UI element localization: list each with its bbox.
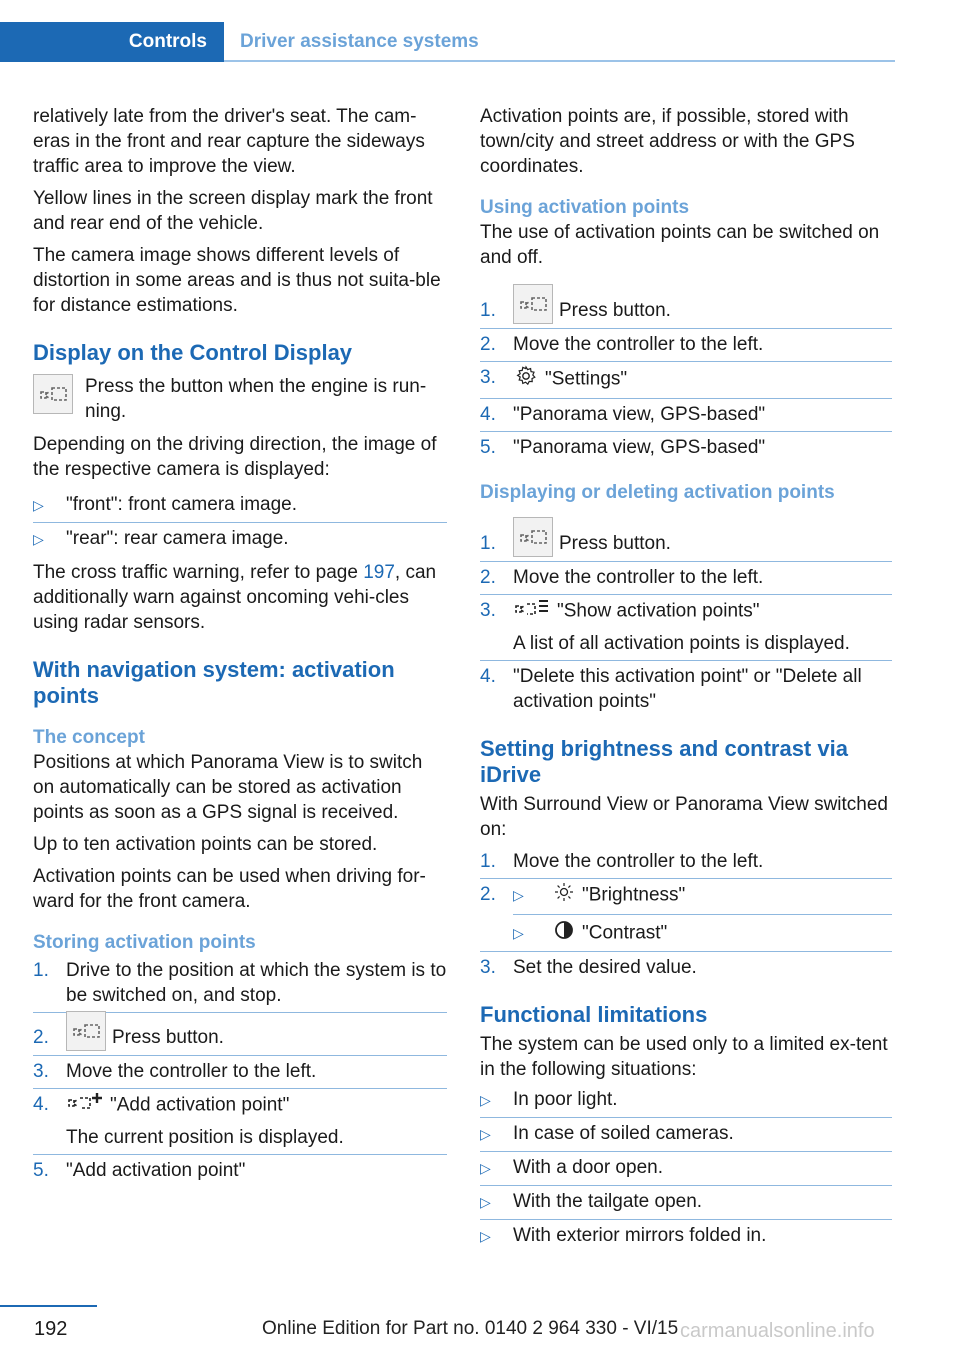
list-item: 4. "Add activation point" The current position is displayed.: [33, 1089, 447, 1155]
using-steps: [480, 284, 892, 464]
sub-item-contrast: ▷ "Contrast": [513, 915, 892, 947]
paragraph: The system can be used only to a limited ex‐tent in the following situations:: [480, 1034, 888, 1080]
gear-icon: [515, 365, 537, 394]
list-item: 5. "Add activation point": [33, 1160, 246, 1181]
sub-item-brightness: ▷ "Brightness": [513, 882, 892, 915]
sun-icon: [554, 882, 574, 909]
watermark: carmanualsonline.info: [680, 1320, 875, 1342]
brightness-steps: [480, 846, 892, 984]
list-item: 5. "Panorama view, GPS-based": [480, 437, 766, 458]
list-item: ▷ With the tailgate open.: [480, 1186, 892, 1220]
triangle-bullet-icon: ▷: [480, 1194, 491, 1210]
limitations-list: [480, 1084, 892, 1253]
paragraph-cross-traffic: The cross traffic warning, refer to page 197, can additionally warn against oncoming vehi‐cles using radar sensors.: [33, 562, 437, 633]
section-title[interactable]: Driver assistance systems: [240, 31, 479, 52]
triangle-bullet-icon: ▷: [33, 531, 44, 547]
list-item: 2. Move the controller to the left.: [480, 562, 892, 595]
displaying-steps: [480, 519, 892, 718]
camera-button-icon: [513, 517, 553, 557]
paragraph: With Surround View or Panorama View switched on:: [480, 794, 888, 840]
footer-rule: [0, 1305, 97, 1307]
paragraph: relatively late from the driver's seat. The cam‐eras in the front and rear capture the sideways traffic area to improve the view.: [33, 106, 425, 177]
list-item: 3. "Show activation points" A list of all activation points is displayed.: [480, 595, 892, 661]
paragraph: Activation points can be used when driving for‐ward for the front camera.: [33, 866, 426, 912]
camera-button-icon: [33, 374, 73, 414]
right-column: [480, 104, 892, 1253]
triangle-bullet-icon: ▷: [480, 1126, 491, 1142]
camera-button-icon: [513, 284, 553, 324]
triangle-bullet-icon: ▷: [480, 1160, 491, 1176]
chapter-tab[interactable]: Controls: [0, 22, 224, 62]
page-number: 192: [34, 1318, 68, 1340]
list-item: 4. "Delete this activation point" or "Delete all activation points": [480, 666, 862, 712]
edition-text: Online Edition for Part no. 0140 2 964 330 - VI/15: [262, 1318, 679, 1339]
paragraph: Positions at which Panorama View is to switch on automatically can be stored as activation points as soon as a GPS signal is received.: [33, 752, 423, 823]
triangle-bullet-icon: ▷: [513, 925, 524, 941]
paragraph: The use of activation points can be switched on and off.: [480, 222, 880, 268]
heading-limitations: Functional limitations: [480, 1002, 708, 1027]
list-item: 2. Move the controller to the left.: [480, 329, 892, 362]
left-column: [33, 104, 447, 1187]
storing-steps: [33, 955, 447, 1187]
list-item: ▷ "front": front camera image.: [33, 489, 447, 523]
header-rule: [224, 60, 895, 62]
list-item: 3. Set the desired value.: [480, 957, 697, 978]
heading-brightness: Setting brightness and contrast via iDrive: [480, 736, 848, 787]
heading-using: Using activation points: [480, 197, 690, 218]
list-item: ▷ In poor light.: [480, 1084, 892, 1118]
paragraph: Up to ten activation points can be stored.: [33, 834, 378, 855]
activation-points-list-icon: [515, 598, 549, 625]
list-item: ▷ With a door open.: [480, 1152, 892, 1186]
contrast-icon: [554, 920, 574, 947]
heading-storing: Storing activation points: [33, 932, 256, 953]
heading-concept: The concept: [33, 727, 145, 748]
camera-list: [33, 489, 447, 556]
display-instruction: [33, 374, 447, 424]
list-item: 3. Move the controller to the left.: [33, 1056, 447, 1089]
paragraph: Activation points are, if possible, stored with town/city and street address or with the GPS coordinates.: [480, 106, 855, 177]
list-item: 4. "Panorama view, GPS-based": [480, 399, 892, 432]
triangle-bullet-icon: ▷: [33, 497, 44, 513]
list-item: 1. Move the controller to the left.: [480, 846, 892, 879]
paragraph: The camera image shows different levels of distortion in some areas and is thus not suita‐ble for distance estimations.: [33, 245, 441, 316]
triangle-bullet-icon: ▷: [513, 887, 524, 903]
page-header: [0, 22, 479, 62]
triangle-bullet-icon: ▷: [480, 1228, 491, 1244]
paragraph: Depending on the driving direction, the image of the respective camera is displayed:: [33, 434, 437, 480]
list-item: ▷ In case of soiled cameras.: [480, 1118, 892, 1152]
list-item: 2. Press button.: [33, 1013, 447, 1056]
heading-navigation: With navigation system: activation points: [33, 657, 395, 708]
display-text: Press the button when the engine is run‐ning.: [85, 376, 427, 422]
list-item: 1. Press button.: [480, 284, 892, 329]
list-item: 2. ▷ "Brightness" ▷ "Contrast": [480, 879, 892, 952]
heading-displaying: Displaying or deleting activation points: [480, 482, 835, 503]
list-item: 1. Press button.: [480, 519, 892, 562]
triangle-bullet-icon: ▷: [480, 1092, 491, 1108]
list-item: ▷ "rear": rear camera image.: [33, 523, 447, 556]
list-item: ▷ With exterior mirrors folded in.: [480, 1220, 892, 1253]
page-link[interactable]: 197: [363, 562, 395, 583]
add-activation-point-icon: [68, 1092, 102, 1119]
list-item: 3. "Settings": [480, 362, 892, 399]
paragraph: Yellow lines in the screen display mark the front and rear end of the vehicle.: [33, 188, 433, 234]
camera-button-icon: [66, 1011, 106, 1051]
heading-display: Display on the Control Display: [33, 340, 353, 365]
list-item: 1. Drive to the position at which the system is to be switched on, and stop.: [33, 955, 447, 1013]
